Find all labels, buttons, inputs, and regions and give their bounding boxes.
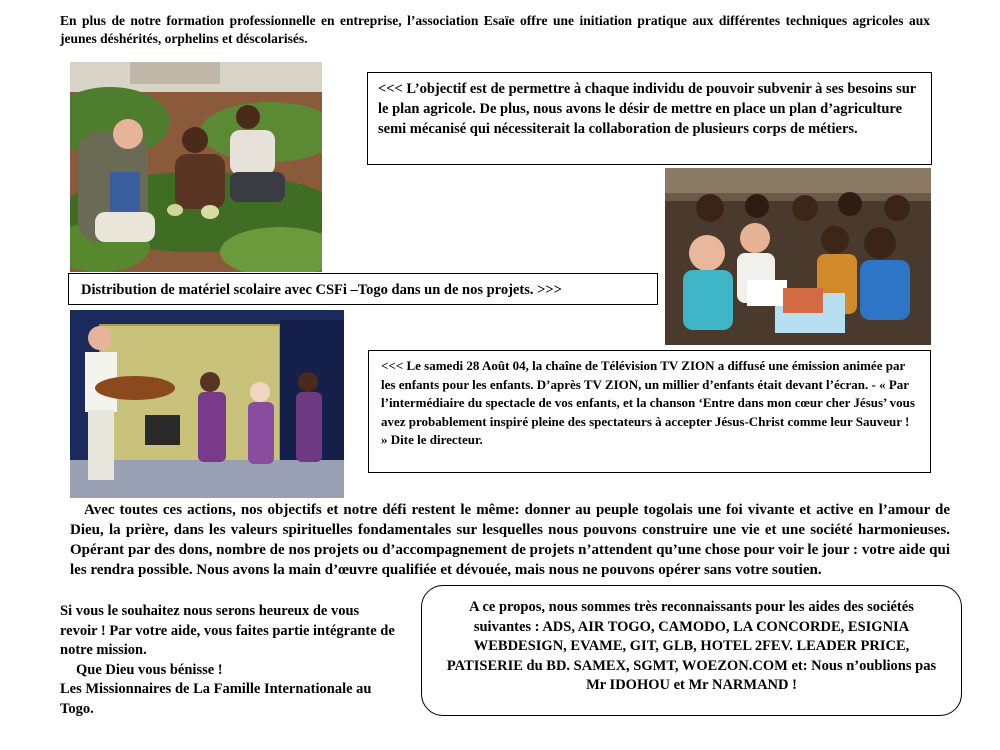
mission-paragraph [70, 500, 950, 580]
distribution-caption: Distribution de matériel scolaire avec CSFi –Togo dans un de nos projets. >>> [68, 273, 658, 305]
intro-text: En plus de notre formation professionnelle en entreprise, l’association Esaïe offre une initiation pratique aux différentes techniques agricoles aux jeunes déshérités, orphelins et déscolarisés. [60, 13, 930, 46]
signature: Les Missionnaires de La Famille Internationale au Togo. [60, 681, 372, 717]
mission-text: Avec toutes ces actions, nos objectifs et notre défi restent le même: donner au peuple togolais une foi vivante et active en l’amour de Dieu, la prière, dans les valeurs spirituelles fondamentales sur lesquelles nous pouvons construire une vie et une société harmonieuses. Opérant par des dons, nombre de nos projets ou d’accompagnement de projets n’attendent qu’une chose pour voir le jour : votre aide qui les rendra possible. Nous avons la main d’œuvre qualifiée et dévouée, mais nous ne pouvons opérer sans votre soutien. [70, 502, 950, 578]
thanks-bubble: A ce propos, nous sommes très reconnaissants pour les aides des sociétés suivantes : ADS, AIR TOGO, CAMODO, LA CONCORDE, ESIGNIA WEBDESIGN, EVAME, GIT, GLB, HOTEL 2FEV. LEADER PRICE, PATISERIE du BD. SAMEX, SGMT, WOEZON.COM et: Nous n’oublions pas Mr IDOHOU et Mr NARMAND ! [421, 585, 962, 716]
blessing: Que Dieu vous bénisse ! [76, 661, 223, 678]
stage-photo [70, 310, 344, 498]
tv-zion-box: <<< Le samedi 28 Août 04, la chaîne de Télévision TV ZION a diffusé une émission animée par les enfants pour les enfants. D’après TV ZION, un millier d’enfants était devant l’écran. - « Par l’intermédiaire du spectacle de vos enfants, et la chanson ‘Entre dans mon cœur cher Jésus’ vous avez probablement inspiré pleine des spectateurs à accepter Jésus-Christ comme leur Sauveur ! » Dite le directeur. [368, 350, 931, 473]
farm-photo [70, 62, 322, 272]
objective-box: <<< L’objectif est de permettre à chaque individu de pouvoir subvenir à ses besoins sur le plan agricole. De plus, nous avons le désir de mettre en place un plan d’agriculture semi mécanisé qui nécessiterait la collaboration de plusieurs corps de métiers. [367, 72, 932, 165]
distribution-photo [665, 168, 931, 345]
closing-line: Si vous le souhaitez nous serons heureux de vous revoir ! Par votre aide, vous faites partie intégrante de notre mission. [60, 603, 395, 658]
closing-note [60, 602, 400, 719]
